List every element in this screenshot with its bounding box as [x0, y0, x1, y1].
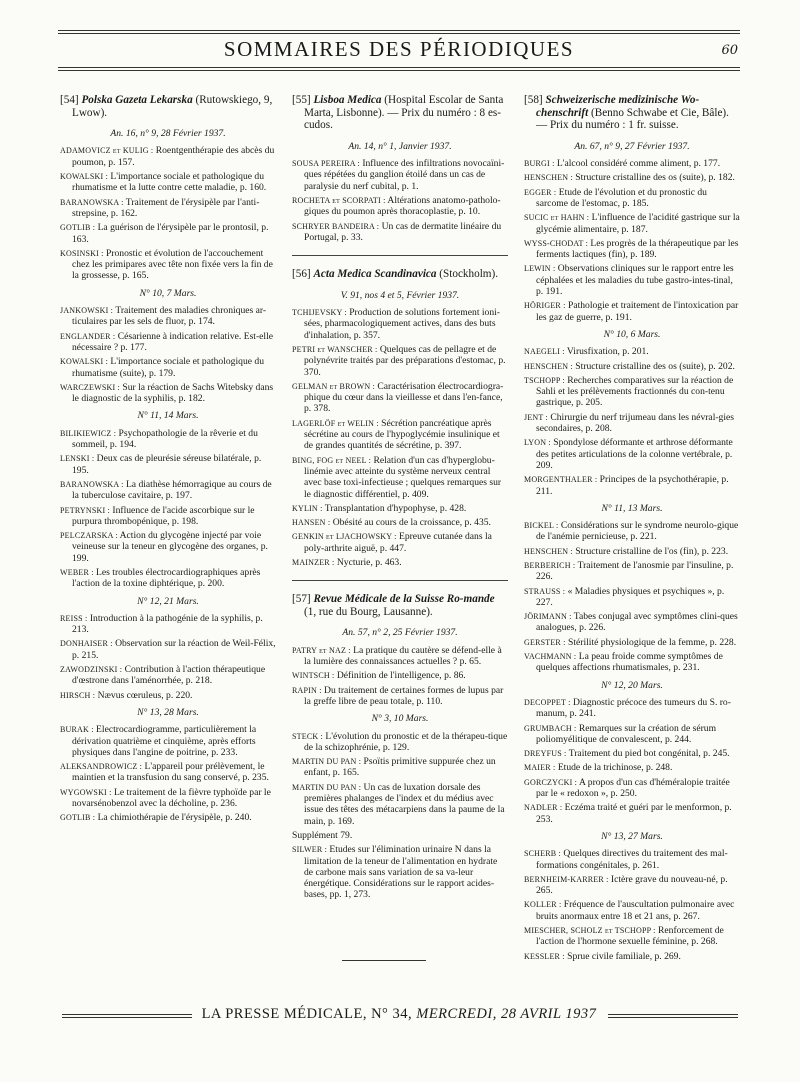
section-separator — [292, 255, 508, 256]
article-author: PELCZARSKA : — [60, 531, 118, 541]
article-author: TCHIJEVSKY : — [292, 308, 347, 318]
article-entry — [292, 517, 508, 528]
article-author: MAINZER : — [292, 557, 335, 567]
article-entry — [524, 848, 740, 871]
issue-heading: N° 11, 14 Mars. — [137, 410, 199, 422]
article-entry — [524, 158, 740, 169]
article-title: Eczéma traité et guéri par le menformon, p. 253. — [536, 802, 732, 825]
article-title: Structure cristalline de l'os (fin), p. 223. — [575, 545, 729, 557]
article-title: Les troubles électrocardiographiques après l'action de la toxine diphtérique, p. 200. — [72, 566, 261, 590]
journal-address: (1, rue du Bourg, Lausanne). — [304, 605, 433, 618]
journal-name: Lisboa Medica — [313, 94, 382, 106]
article-entry — [524, 375, 740, 409]
article-entry — [60, 787, 276, 810]
article-entry — [292, 381, 508, 415]
journal-address: (Rutowskiego, 9, Lwow). — [72, 94, 273, 119]
article-entry — [292, 844, 508, 900]
article-author: PETRI et WANSCHER : — [292, 344, 378, 354]
article-author: GRUMBACH : — [524, 723, 577, 733]
article-entry — [524, 586, 740, 609]
article-author: KOWALSKI : — [60, 172, 108, 182]
journal-address: (Benno Schwabe et Cie, Bâle). — Prix du numéro : 1 fr. suisse. — [536, 106, 729, 132]
supplement-heading: Supplément 79. — [292, 829, 353, 841]
article-title: L'appareil pour prélèvement, le maintien et la transfusion du sang conservé, p. 235. — [72, 761, 269, 784]
article-author: LAGERLÖF et WELIN : — [292, 418, 379, 428]
article-title: Sécrétion pancréatique après sécrétine au cours de l'hypoglycémie insulinique et de grandes quantités de sécrétine, p. 397. — [304, 417, 500, 452]
article-title: Production de solutions fortement ioni-sées, pharmacologiquement actives, dans des buts d'inhalation, p. 357. — [304, 307, 501, 341]
article-title: Altérations anatomo-patholo-giques du poumon après thoracoplastie, p. 10. — [304, 194, 501, 218]
article-author: ROCHETA et SCORPATI : — [292, 195, 386, 205]
end-rule — [342, 960, 426, 961]
article-title: La pratique du cautère se défend-elle à la lumière des connaissances actuelles ? p. 65. — [304, 644, 502, 668]
article-author: BARANOWSKA : — [60, 479, 124, 489]
issue-heading: N° 10, 6 Mars. — [603, 328, 661, 340]
article-author: SCHERB : — [524, 849, 561, 859]
article-entry — [524, 723, 740, 746]
issue-heading: N° 10, 7 Mars. — [139, 287, 197, 299]
article-author: STECK : — [292, 731, 323, 741]
article-entry — [60, 356, 276, 379]
article-entry — [292, 455, 508, 500]
article-author: WYSS-CHODAT : — [524, 238, 589, 248]
article-entry — [524, 762, 740, 773]
article-entry — [524, 520, 740, 543]
article-title: Un cas de luxation dorsale des premières phalanges de l'index et du médius avec issue des têtes des métacarpiens dans la paume de la main, p. 169. — [304, 781, 505, 827]
article-title: Structure cristalline des os (suite), p. 182. — [575, 172, 735, 184]
article-title: La chimiothérapie de l'érysipèle, p. 240. — [97, 812, 252, 824]
article-title: Traitement de l'érysipèle par l'anti-strepsine, p. 162. — [72, 196, 260, 219]
article-entry — [292, 221, 508, 244]
article-entry — [292, 782, 508, 827]
journal-number: [55] — [292, 94, 311, 106]
article-entry — [292, 344, 508, 378]
issue-heading: N° 13, 27 Mars. — [601, 830, 663, 842]
article-title: Chirurgie du nerf trijumeau dans les névral-gies secondaires, p. 208. — [536, 411, 735, 435]
article-author: DONHAISER : — [60, 639, 113, 649]
article-entry — [292, 685, 508, 708]
article-title: L'alcool considéré comme aliment, p. 177. — [556, 158, 721, 170]
issue-heading: N° 13, 28 Mars. — [137, 706, 199, 718]
article-title: Stérilité physiologique de la femme, p. 228. — [568, 636, 737, 648]
article-entry — [292, 756, 508, 779]
article-entry — [292, 158, 508, 192]
article-entry — [60, 638, 276, 661]
article-entry — [60, 305, 276, 328]
page-number: 60 — [721, 43, 738, 58]
journal-name: Schweizerische medizinische Wo-chenschrift — [536, 94, 700, 119]
article-title: L'influence de l'acidité gastrique sur la glycémie alimentaire, p. 187. — [536, 212, 740, 235]
article-entry — [524, 777, 740, 800]
journal-number: [54] — [60, 94, 79, 106]
article-entry — [524, 437, 740, 471]
article-author: SOUSA PEREIRA : — [292, 159, 360, 169]
column-3 — [524, 94, 740, 965]
article-title: Relation d'un cas d'hyperglobu-linémie avec atteinte du système nerveux central avec base toxi-infectieuse ; quelques remarques sur le diagnostic différentiel, p. 409. — [304, 454, 502, 500]
article-author: WINTSCH : — [292, 671, 335, 681]
article-entry — [60, 761, 276, 784]
article-title: Structure cristalline des os (suite), p. 202. — [575, 360, 735, 372]
article-author: KOWALSKI : — [60, 357, 108, 367]
article-title: Remarques sur la création de sérum poliomyélitique de convalescent, p. 244. — [536, 722, 717, 745]
article-entry — [524, 637, 740, 648]
article-author: ADAMOVICZ et KULIG : — [60, 146, 154, 156]
article-entry — [524, 300, 740, 323]
article-title: A propos d'un cas d'héméralopie traitée par le « redoxon », p. 250. — [536, 776, 730, 800]
article-title: Etude de la trichinose, p. 248. — [557, 762, 673, 774]
article-entry — [292, 531, 508, 554]
article-title: Renforcement de l'action de l'hormone sexuelle féminine, p. 268. — [536, 925, 724, 948]
journal-heading — [292, 593, 508, 618]
article-author: BICKEL : — [524, 521, 559, 531]
article-author: NAEGELI : — [524, 347, 565, 357]
journal-heading — [292, 94, 508, 132]
article-author: WEBER : — [60, 567, 94, 577]
article-author: BURGI : — [524, 159, 555, 169]
article-author: BILIKIEWICZ : — [60, 428, 117, 438]
article-title: Observation sur la réaction de Weil-Félix, p. 215. — [72, 638, 276, 661]
article-entry — [60, 171, 276, 194]
article-entry — [524, 802, 740, 825]
article-title: Pronostic et évolution de l'accouchement chez les primipares avec tête non fixée vers la fin de la grossesse, p. 165. — [72, 247, 273, 282]
article-author: GERSTER : — [524, 637, 566, 647]
article-author: MAIER : — [524, 763, 556, 773]
journal-number: [57] — [292, 593, 311, 606]
article-entry — [524, 361, 740, 372]
article-author: SUCIC et HAHN : — [524, 213, 590, 223]
issue-heading: An. 16, n° 9, 28 Février 1937. — [110, 128, 226, 140]
article-author: BURAK : — [60, 725, 94, 735]
article-entry — [60, 567, 276, 590]
article-entry — [524, 697, 740, 720]
article-title: Quelques cas de pellagre et de polynévrite traités par des préparations d'estomac, p. 370. — [304, 343, 506, 378]
article-author: JÖRIMANN : — [524, 612, 572, 622]
article-author: MORGENTHALER : — [524, 475, 598, 485]
issue-heading: An. 57, n° 2, 25 Février 1937. — [342, 627, 458, 639]
article-title: Transplantation d'hypophyse, p. 428. — [324, 502, 467, 514]
article-title: La peau froide comme symptômes de quelques affections rhumatismales, p. 231. — [536, 651, 723, 674]
header-bottom-rule-double — [58, 70, 740, 71]
article-author: DECOPPET : — [524, 697, 571, 707]
article-title: Contribution à l'action thérapeutique d'œstrone dans l'aménorrhée, p. 218. — [72, 664, 266, 687]
article-author: LENSKI : — [60, 454, 95, 464]
article-entry — [524, 212, 740, 235]
journal-address: (Hospital Escolar de Santa Marta, Lisbonne). — Prix du numéro : 8 es-cudos. — [304, 94, 504, 132]
article-author: NADLER : — [524, 803, 563, 813]
top-rule — [58, 30, 740, 31]
article-author: GOTLIB : — [60, 813, 96, 823]
article-entry — [60, 479, 276, 502]
article-title: Epreuve cutanée dans la poly-arthrite aiguë, p. 447. — [304, 531, 492, 554]
article-entry — [524, 546, 740, 557]
article-title: La guérison de l'érysipèle par le prontosil, p. 163. — [72, 222, 269, 245]
article-title: Obésité au cours de la croissance, p. 435. — [332, 517, 491, 529]
article-title: Psoïtis primitive suppurée chez un enfant, p. 165. — [304, 756, 496, 779]
article-entry — [60, 248, 276, 282]
article-title: Tabes conjugal avec symptômes clini-ques analogues, p. 226. — [536, 611, 738, 634]
article-entry — [524, 560, 740, 583]
article-author: HENSCHEN : — [524, 361, 573, 371]
article-author: MIESCHER, SCHOLZ et TSCHOPP : — [524, 926, 656, 935]
journal-number: [56] — [292, 268, 311, 281]
footer — [58, 1006, 740, 1023]
article-author: RAPIN : — [292, 685, 322, 695]
article-author: HENSCHEN : — [524, 173, 573, 183]
article-entry — [524, 899, 740, 922]
article-title: L'évolution du pronostic et de la thérapeu-tique de la schizophrénie, p. 129. — [304, 730, 508, 753]
article-entry — [524, 346, 740, 357]
article-title: « Maladies physiques et psychiques », p. 227. — [536, 585, 725, 608]
article-author: GOTLIB : — [60, 223, 96, 233]
footer-publication: LA PRESSE MÉDICALE, N° 34, — [201, 1006, 413, 1022]
article-author: HANSEN : — [292, 518, 331, 528]
article-author: SCHRYER BANDEIRA : — [292, 221, 380, 231]
column-2 — [292, 94, 508, 904]
header-bottom-rule — [58, 67, 740, 68]
article-author: PATRY et NAZ : — [292, 645, 351, 655]
article-author: ALEKSANDROWICZ : — [60, 762, 143, 772]
article-title: Un cas de dermatite linéaire du Portugal, p. 33. — [304, 220, 502, 243]
journal-heading — [292, 268, 508, 281]
article-author: SILWER : — [292, 845, 328, 855]
article-author: JENT : — [524, 412, 548, 422]
article-entry — [60, 145, 276, 168]
article-entry — [524, 748, 740, 759]
article-entry — [292, 418, 508, 452]
article-entry — [524, 474, 740, 497]
article-title: Le traitement de la fièvre typhoïde par le novarsénobenzol avec la décholine, p. 236. — [72, 786, 271, 810]
article-author: REISS : — [60, 613, 88, 623]
article-entry — [292, 645, 508, 668]
article-title: Roentgenthérapie des abcès du poumon, p. 157. — [72, 145, 275, 168]
article-title: Caractérisation électrocardiogra-phique du cœur dans la vieillesse et dans l'en-fance, p. 378. — [304, 380, 504, 415]
article-author: GORCZYCKI : — [524, 777, 578, 787]
article-title: Etude de l'évolution et du pronostic du sarcome de l'estomac, p. 185. — [536, 186, 707, 209]
article-title: Ictère grave du nouveau-né, p. 265. — [536, 873, 728, 897]
article-title: Virusfixation, p. 201. — [566, 346, 649, 358]
article-author: BERNHEIM-KARRER : — [524, 874, 609, 884]
article-author: BERBERICH : — [524, 560, 576, 570]
article-title: Considérations sur le syndrome neurolo-gique de l'anémie pernicieuse, p. 221. — [536, 520, 739, 543]
article-title: Influence des infiltrations novocaïni-ques répétées du ganglion étoilé dans un cas de paralysie du nerf cubital, p. 1. — [304, 158, 505, 192]
article-entry — [524, 925, 740, 948]
footer-date: MERCREDI, 28 AVRIL 1937 — [416, 1006, 597, 1022]
article-title: Spondylose déformante et arthrose déformante des petites articulations de la colonne vertébrale, p. 209. — [536, 437, 733, 471]
article-entry — [60, 664, 276, 687]
article-title: Electrocardiogramme, particulièrement la dérivation quatrième et cinquième, après efforts physiques dans l'angine de poitrine, p. 233. — [72, 724, 257, 758]
article-entry — [60, 613, 276, 636]
article-title: Observations cliniques sur le rapport entre les céphalées et les maladies du tube gastro-intes-tinal, p. 191. — [536, 263, 734, 298]
article-entry — [524, 611, 740, 634]
article-entry — [60, 197, 276, 220]
article-entry — [60, 812, 276, 823]
article-author: HENSCHEN : — [524, 546, 573, 556]
article-entry — [524, 263, 740, 297]
article-title: Fréquence de l'auscultation pulmonaire avec bruits anormaux entre 18 et 21 ans, p. 267. — [536, 899, 735, 922]
article-title: Traitement du pied bot congénital, p. 245. — [568, 748, 730, 760]
article-author: KOLLER : — [524, 900, 562, 910]
article-author: JANKOWSKI : — [60, 306, 114, 316]
article-author: TSCHOPP : — [524, 375, 565, 385]
issue-heading: N° 11, 13 Mars. — [601, 502, 663, 514]
article-entry — [60, 382, 276, 405]
article-title: Action du glycogène injecté par voie veineuse sur la teneur en glycogène des organes, p. 199. — [72, 530, 268, 564]
article-author: KESSLER : — [524, 951, 565, 961]
article-title: L'importance sociale et pathologique du rhumatisme (suite), p. 179. — [72, 356, 264, 379]
article-entry — [524, 238, 740, 261]
article-entry — [60, 530, 276, 564]
article-entry — [524, 412, 740, 435]
article-author: PETRYNSKI : — [60, 505, 110, 515]
article-author: MARTIN DU PAN : — [292, 757, 362, 767]
article-entry — [292, 670, 508, 681]
article-author: WARCZEWSKI : — [60, 382, 120, 392]
article-author: LYON : — [524, 438, 551, 448]
article-title: Nycturie, p. 463. — [336, 556, 402, 568]
article-author: ENGLANDER : — [60, 331, 116, 341]
article-author: BARANOWSKA : — [60, 197, 124, 207]
section-separator — [292, 580, 508, 581]
article-title: L'importance sociale et pathologique du rhumatisme et la lutte contre cette maladie, p. 160. — [72, 171, 267, 194]
article-author: GENKIN et LJACHOWSKY : — [292, 532, 397, 542]
issue-heading: N° 3, 10 Mars. — [371, 713, 429, 725]
page-title: SOMMAIRES DES PÉRIODIQUES — [223, 37, 575, 61]
article-author: LEWIN : — [524, 264, 556, 274]
article-entry — [60, 724, 276, 758]
article-title: Traitement de l'anosmie par l'insuline, p. 226. — [536, 559, 734, 583]
article-author: HIRSCH : — [60, 690, 96, 700]
article-title: Diagnostic précoce des tumeurs du S. ro-manum, p. 241. — [536, 696, 731, 720]
article-author: MARTIN DU PAN : — [292, 782, 362, 792]
article-title: Traitement des maladies chroniques ar-ticulaires par les sels de fluor, p. 174. — [72, 305, 267, 328]
article-entry — [60, 428, 276, 451]
article-entry — [60, 505, 276, 528]
article-author: KOSINSKI : — [60, 248, 104, 258]
article-author: HÖRIGER : — [524, 301, 566, 311]
article-author: KYLIN : — [292, 503, 323, 513]
article-entry — [292, 195, 508, 218]
journal-name: Acta Medica Scandinavica — [313, 268, 437, 281]
journal-number: [58] — [524, 94, 543, 106]
article-author: GELMAN et BROWN : — [292, 381, 375, 391]
article-author: VACHMANN : — [524, 652, 577, 662]
article-title: La diathèse hémorragique au cours de la tuberculose cavitaire, p. 197. — [72, 478, 272, 502]
article-title: Quelques directives du traitement des mal-formations congénitales, p. 261. — [536, 848, 728, 871]
article-entry — [524, 951, 740, 962]
article-entry — [524, 172, 740, 183]
issue-heading: An. 67, n° 9, 27 Février 1937. — [574, 140, 690, 152]
journal-name: Revue Médicale de la Suisse Ro-mande — [313, 593, 495, 606]
article-title: Deux cas de pleurésie séreuse bilatérale, p. 195. — [72, 453, 262, 476]
article-title: Influence de l'acide ascorbique sur le purpura thrombopénique, p. 198. — [72, 504, 255, 527]
issue-heading: N° 12, 21 Mars. — [137, 595, 199, 607]
article-entry — [292, 557, 508, 568]
article-title: Sprue civile familiale, p. 269. — [567, 950, 681, 962]
article-entry — [524, 874, 740, 897]
article-author: BING, FOG et NEEL : — [292, 455, 372, 465]
article-entry — [60, 690, 276, 701]
article-title: Les progrès de la thérapeutique par les ferments lactiques (fin), p. 189. — [536, 237, 739, 261]
article-author: WYGOWSKI : — [60, 787, 112, 797]
article-author: ZAWODZINSKI : — [60, 665, 123, 675]
journal-heading — [60, 94, 276, 119]
journal-address: (Stockholm). — [439, 268, 499, 281]
article-title: Psychopathologie de la rêverie et du sommeil, p. 194. — [72, 427, 258, 451]
article-title: Césarienne à indication relative. Est-elle nécessaire ? p. 177. — [72, 330, 274, 353]
article-title: Sur la réaction de Sachs Witebsky dans le diagnostic de la syphilis, p. 182. — [72, 381, 274, 405]
journal-name: Polska Gazeta Lekarska — [81, 94, 193, 106]
top-rule-double — [58, 33, 740, 34]
article-title: Pathologie et traitement de l'intoxication par les gaz de guerre, p. 191. — [536, 300, 739, 323]
article-title: Recherches comparatives sur la réaction de Sahli et les prélèvements fractionnés du con-tenu gastrique, p. 205. — [536, 374, 734, 409]
issue-heading: V. 91, nos 4 et 5, Février 1937. — [340, 289, 460, 301]
column-1 — [60, 94, 276, 827]
article-author: EGGER : — [524, 187, 557, 197]
issue-heading: An. 14, n° 1, Janvier 1937. — [348, 140, 452, 152]
article-entry — [292, 731, 508, 754]
article-author: DREYFUS : — [524, 749, 567, 759]
issue-heading: N° 12, 20 Mars. — [601, 679, 663, 691]
article-title: Etudes sur l'élimination urinaire N dans la limitation de la teneur de l'alimentation en hydrate de carbone mais sans variation de sa va-leur énergétique. Considérations sur le rapport acides-bases, pp. 1, 273. — [304, 844, 498, 901]
article-entry — [60, 331, 276, 354]
article-title: Introduction à la pathogénie de la syphilis, p. 213. — [72, 612, 263, 636]
article-author: STRAUSS : — [524, 586, 566, 596]
article-entry — [60, 453, 276, 476]
article-title: Principes de la psychothérapie, p. 211. — [536, 474, 729, 497]
article-title: Définition de l'intelligence, p. 86. — [336, 670, 466, 682]
article-title: Nævus cœruleus, p. 220. — [97, 689, 193, 701]
article-entry — [60, 222, 276, 245]
article-entry — [524, 187, 740, 210]
article-entry — [292, 503, 508, 514]
article-entry — [524, 651, 740, 674]
article-title: Du traitement de certaines formes de lupus par la greffe libre de peau totale, p. 110. — [304, 684, 504, 707]
article-entry — [292, 307, 508, 341]
journal-heading — [524, 94, 740, 132]
